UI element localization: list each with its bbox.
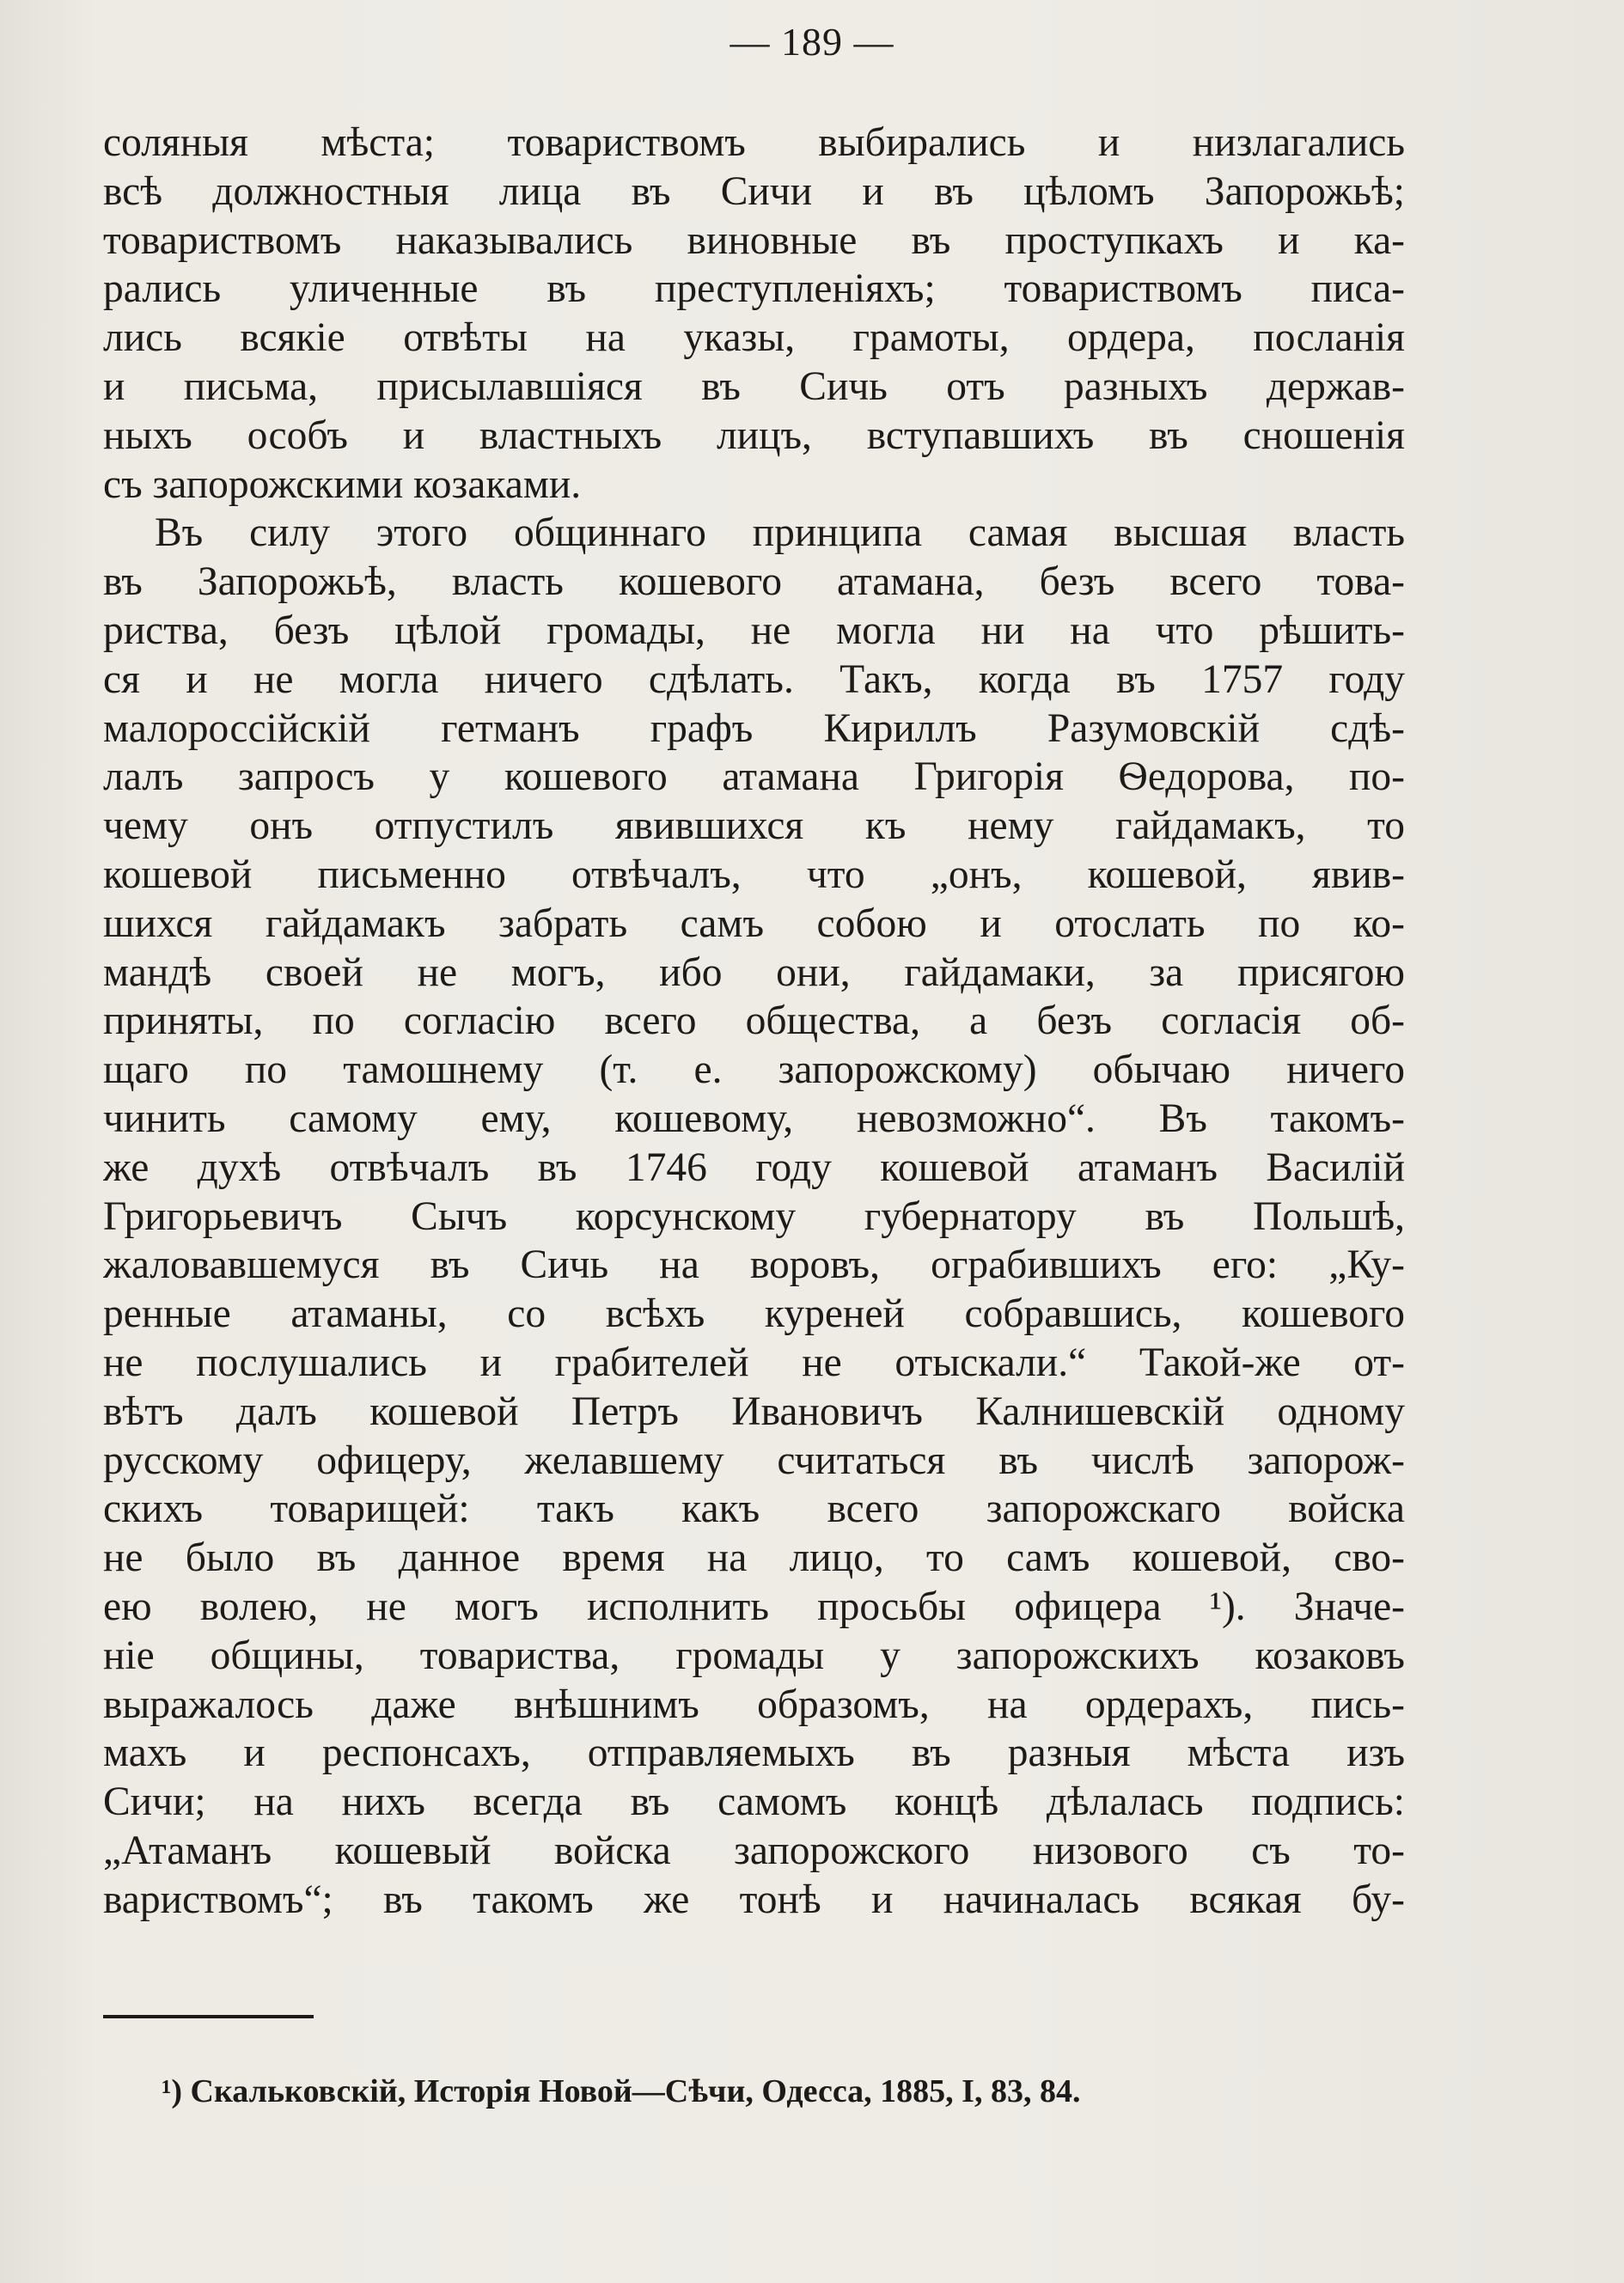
footnote-divider bbox=[103, 2015, 314, 2018]
text-line: ніе общины, товариства, громады у запорожскихъ козаковъ bbox=[103, 1633, 1405, 1678]
text-line: ею волею, не могъ исполнить просьбы офицера ¹). Значе- bbox=[103, 1584, 1405, 1629]
text-line: кошевой письменно отвѣчалъ, что „онъ, кошевой, явив- bbox=[103, 852, 1405, 897]
text-line: чему онъ отпустилъ явившихся къ нему гайдамакъ, то bbox=[103, 803, 1405, 849]
text-line: съ запорожскими козаками. bbox=[103, 461, 582, 507]
text-line: жаловавшемуся въ Сичь на воровъ, ограбившихъ его: „Ку- bbox=[103, 1242, 1405, 1288]
text-line: въ Запорожьѣ, власть кошевого атамана, безъ всего това- bbox=[103, 559, 1405, 605]
text-line: ныхъ особъ и властныхъ лицъ, вступавшихъ въ сношенія bbox=[103, 412, 1405, 458]
text-line: вѣтъ далъ кошевой Петръ Ивановичъ Калнишевскій одному bbox=[103, 1389, 1405, 1434]
text-line: щаго по тамошнему (т. е. запорожскому) обычаю ничего bbox=[103, 1047, 1405, 1093]
text-line: мандѣ своей не могъ, ибо они, гайдамаки, за присягою bbox=[103, 949, 1405, 995]
text-line: вариствомъ“; въ такомъ же тонѣ и начиналась всякая бу- bbox=[103, 1877, 1405, 1922]
text-line: не было въ данное время на лицо, то самъ кошевой, сво- bbox=[103, 1535, 1405, 1581]
footnote: ¹) Скальковскій, Исторія Новой—Сѣчи, Одесса, 1885, I, 83, 84. bbox=[162, 2073, 1081, 2109]
text-line: лалъ запросъ у кошевого атамана Григорія Ѳедорова, по- bbox=[103, 754, 1405, 800]
text-line: махъ и респонсахъ, отправляемыхъ въ разныя мѣста изъ bbox=[103, 1731, 1405, 1776]
text-line: Въ силу этого общиннаго принципа самая высшая власть bbox=[155, 510, 1405, 556]
text-line: и письма, присылавшіяся въ Сичь отъ разныхъ держав- bbox=[103, 363, 1405, 409]
text-line: шихся гайдамакъ забрать самъ собою и отослать по ко- bbox=[103, 900, 1405, 946]
text-line: русскому офицеру, желавшему считаться въ числѣ запорож- bbox=[103, 1438, 1405, 1483]
text-line: скихъ товарищей: такъ какъ всего запорожскаго войска bbox=[103, 1486, 1405, 1532]
body-text bbox=[103, 119, 1405, 1924]
text-line: соляныя мѣста; товариствомъ выбирались и низлагались bbox=[103, 120, 1405, 165]
text-line: малороссійскій гетманъ графъ Кириллъ Разумовскій сдѣ- bbox=[103, 705, 1405, 751]
page-number: — 189 — bbox=[730, 20, 894, 64]
text-line: чинить самому ему, кошевому, невозможно“. Въ такомъ- bbox=[103, 1096, 1405, 1141]
text-line: же духѣ отвѣчалъ въ 1746 году кошевой атаманъ Василій bbox=[103, 1145, 1405, 1190]
text-line: ся и не могла ничего сдѣлать. Такъ, когда въ 1757 году bbox=[103, 656, 1405, 702]
text-line: всѣ должностныя лица въ Сичи и въ цѣломъ Запорожьѣ; bbox=[103, 168, 1405, 214]
text-line: рались уличенные въ преступленіяхъ; товариствомъ писа- bbox=[103, 266, 1405, 312]
text-line: риства, безъ цѣлой громады, не могла ни на что рѣшить- bbox=[103, 607, 1405, 653]
text-line: ренные атаманы, со всѣхъ куреней собравшись, кошевого bbox=[103, 1291, 1405, 1337]
text-line: товариствомъ наказывались виновные въ проступкахъ и ка- bbox=[103, 217, 1405, 263]
text-line: „Атаманъ кошевый войска запорожского низового съ то- bbox=[103, 1828, 1405, 1873]
text-line: Григорьевичъ Сычъ корсунскому губернатору въ Польшѣ, bbox=[103, 1193, 1405, 1239]
text-line: лись всякіе отвѣты на указы, грамоты, ордера, посланія bbox=[103, 315, 1405, 361]
text-line: Сичи; на нихъ всегда въ самомъ концѣ дѣлалась подпись: bbox=[103, 1779, 1405, 1825]
text-line: выражалось даже внѣшнимъ образомъ, на ордерахъ, пись- bbox=[103, 1682, 1405, 1727]
text-line: приняты, по согласію всего общества, а безъ согласія об- bbox=[103, 998, 1405, 1044]
text-line: не послушались и грабителей не отыскали.“ Такой-же от- bbox=[103, 1340, 1405, 1385]
